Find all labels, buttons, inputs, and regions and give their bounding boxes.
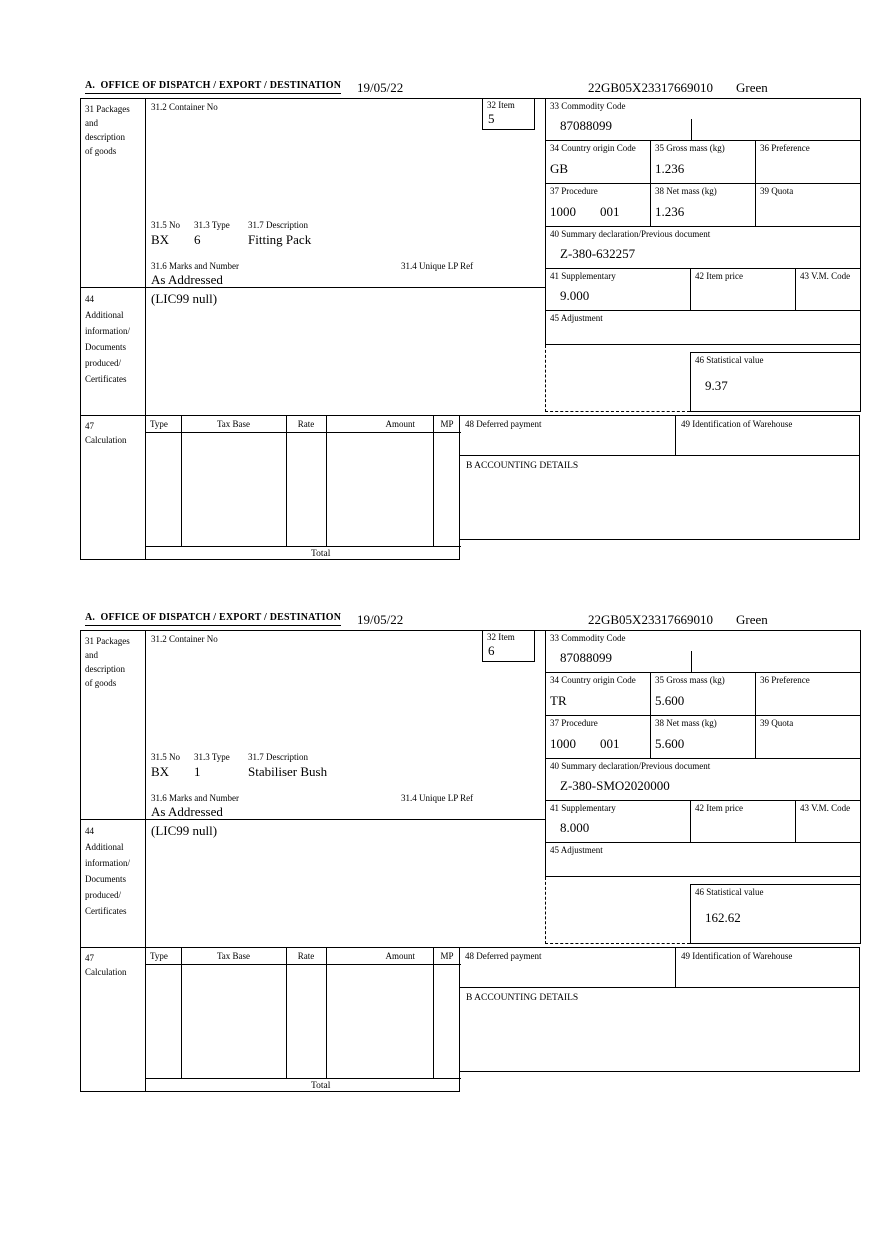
table-column-divider <box>433 948 434 1078</box>
box-31-6-marks-label: 31.6 Marks and Number <box>151 793 239 803</box>
goods-description-value: Stabiliser Bush <box>248 764 328 779</box>
accounting-details-label: B ACCOUNTING DETAILS <box>466 993 579 1003</box>
form-right-border <box>860 98 861 412</box>
box-40-summary-declaration <box>545 226 860 268</box>
box-48-label: 48 Deferred payment <box>465 951 542 961</box>
box-44-label-line: Certificates <box>85 374 127 384</box>
box-31-label-line: of goods <box>85 678 117 688</box>
gross-mass-value: 1.236 <box>655 161 685 176</box>
box-44-label-line: Certificates <box>85 906 127 916</box>
column-header-rate: Rate <box>286 948 326 965</box>
item-number-value: 6 <box>488 643 495 658</box>
column-header-mp: MP <box>433 416 461 433</box>
box-42-item-price <box>690 268 795 310</box>
box-31-5-no-label: 31.5 No <box>151 752 180 762</box>
box-31-3-type-label: 31.3 Type <box>194 752 230 762</box>
column-header-mp: MP <box>433 948 461 965</box>
box-36-label: 36 Preference <box>760 143 810 153</box>
commodity-code-value: 87088099 <box>560 118 612 133</box>
box-47-label-line: Calculation <box>85 435 127 445</box>
box-31-7-description-label: 31.7 Description <box>248 752 308 762</box>
box-47-calculation-label <box>80 415 145 560</box>
statistical-value: 162.62 <box>705 910 741 925</box>
box-33-label: 33 Commodity Code <box>550 633 626 643</box>
box-36-preference <box>755 140 860 183</box>
box-41-supplementary <box>545 800 690 842</box>
box-31-label-line: description <box>85 664 125 674</box>
box-37-procedure <box>545 715 650 758</box>
box-40-label: 40 Summary declaration/Previous document <box>550 761 711 771</box>
routing-status: Green <box>736 612 768 627</box>
box-32-item <box>482 98 535 130</box>
box-44-label-line: Documents <box>85 342 126 352</box>
box-31-label-line: and <box>85 118 98 128</box>
package-count-value: 1 <box>194 764 201 779</box>
commodity-code-separator-line <box>691 651 692 673</box>
table-column-divider <box>181 416 182 546</box>
box-32-item-label: 32 Item <box>487 632 515 642</box>
box-38-label: 38 Net mass (kg) <box>655 186 717 196</box>
box-44-label-line: 44 <box>85 826 94 836</box>
box-44-label-line: information/ <box>85 858 130 868</box>
gross-mass-value: 5.600 <box>655 693 685 708</box>
box-49-warehouse-id <box>675 947 860 987</box>
box-44-additional-info-label <box>80 819 145 947</box>
box-31-4-unique-lp-ref-label: 31.4 Unique LP Ref <box>401 793 474 803</box>
box-35-label: 35 Gross mass (kg) <box>655 675 725 685</box>
procedure-value: 1000 <box>550 736 576 751</box>
additional-info-value: (LIC99 null) <box>151 823 218 838</box>
box-47-label-line: 47 <box>85 953 94 963</box>
box-39-label: 39 Quota <box>760 718 794 728</box>
table-column-divider <box>286 948 287 1078</box>
column-header-amount: Amount <box>326 416 433 433</box>
box-48-deferred-payment <box>460 415 675 455</box>
box-45-label: 45 Adjustment <box>550 845 603 855</box>
declaration-item-section <box>80 612 860 1094</box>
box-43-vm-code <box>795 268 860 310</box>
box-31-label-line: description <box>85 132 125 142</box>
table-column-divider <box>286 416 287 546</box>
box-49-label: 49 Identification of Warehouse <box>681 419 793 429</box>
box-39-quota <box>755 715 860 758</box>
box-32-item-label: 32 Item <box>487 100 515 110</box>
marks-value: As Addressed <box>151 272 223 287</box>
marks-value: As Addressed <box>151 804 223 819</box>
box-33-label: 33 Commodity Code <box>550 101 626 111</box>
box-44-label-line: information/ <box>85 326 130 336</box>
box-48-deferred-payment <box>460 947 675 987</box>
package-kind-value: BX <box>151 232 170 247</box>
box-42-item-price <box>690 800 795 842</box>
box-43-label: 43 V.M. Code <box>800 803 851 813</box>
box-34-country-origin <box>545 672 650 715</box>
column-header-amount: Amount <box>326 948 433 965</box>
package-count-value: 6 <box>194 232 201 247</box>
total-label: Total <box>311 549 331 559</box>
box-44-content <box>145 287 545 415</box>
total-label: Total <box>311 1081 331 1091</box>
box-37-label: 37 Procedure <box>550 718 598 728</box>
box-37-procedure <box>545 183 650 226</box>
box-44-content <box>145 819 545 947</box>
box-46-label: 46 Statistical value <box>695 887 764 897</box>
country-origin-value: GB <box>550 161 569 176</box>
box-31-packages-label <box>80 630 145 819</box>
box-43-label: 43 V.M. Code <box>800 271 851 281</box>
box-44-label-line: Documents <box>85 874 126 884</box>
dispatch-date: 19/05/22 <box>357 612 404 627</box>
accounting-details-box <box>460 455 860 540</box>
box-47-label-line: 47 <box>85 421 94 431</box>
box-31-6-marks-label: 31.6 Marks and Number <box>151 261 239 271</box>
box-41-supplementary <box>545 268 690 310</box>
box-41-label: 41 Supplementary <box>550 803 616 813</box>
table-column-divider <box>326 416 327 546</box>
column-header-type: Type <box>146 416 181 433</box>
box-36-label: 36 Preference <box>760 675 810 685</box>
declaration-item-section <box>80 80 860 562</box>
column-header-tax-base: Tax Base <box>181 948 286 965</box>
table-total-row <box>146 1078 461 1093</box>
declaration-reference: 22GB05X23317669010 <box>588 612 713 627</box>
net-mass-value: 5.600 <box>655 736 685 751</box>
box-31-5-no-label: 31.5 No <box>151 220 180 230</box>
commodity-code-separator-line <box>691 119 692 141</box>
box-44-label-line: Additional <box>85 310 124 320</box>
box-43-vm-code <box>795 800 860 842</box>
procedure-code-value: 001 <box>600 736 620 751</box>
box-38-net-mass <box>650 183 755 226</box>
box-41-label: 41 Supplementary <box>550 271 616 281</box>
box-42-label: 42 Item price <box>695 803 743 813</box>
box-46-label: 46 Statistical value <box>695 355 764 365</box>
column-header-rate: Rate <box>286 416 326 433</box>
table-total-row <box>146 546 461 561</box>
table-column-divider <box>326 948 327 1078</box>
supplementary-units-value: 8.000 <box>560 820 590 835</box>
box-44-label-line: produced/ <box>85 890 121 900</box>
box-33-commodity-code <box>545 98 860 140</box>
accounting-details-label: B ACCOUNTING DETAILS <box>466 461 579 471</box>
box-38-label: 38 Net mass (kg) <box>655 718 717 728</box>
box-35-gross-mass <box>650 672 755 715</box>
statistical-value: 9.37 <box>705 378 728 393</box>
box-31-2-container-no-label: 31.2 Container No <box>151 102 218 112</box>
box-34-country-origin <box>545 140 650 183</box>
adjustment-dashed-area <box>545 877 690 944</box>
box-45-adjustment <box>545 842 860 877</box>
box-44-additional-info-label <box>80 287 145 415</box>
box-49-label: 49 Identification of Warehouse <box>681 951 793 961</box>
office-of-dispatch-header: A. OFFICE OF DISPATCH / EXPORT / DESTINATION <box>85 612 341 626</box>
routing-status: Green <box>736 80 768 95</box>
box-48-label: 48 Deferred payment <box>465 419 542 429</box>
box-31-4-unique-lp-ref-label: 31.4 Unique LP Ref <box>401 261 474 271</box>
column-header-type: Type <box>146 948 181 965</box>
box-35-gross-mass <box>650 140 755 183</box>
box-39-label: 39 Quota <box>760 186 794 196</box>
commodity-code-value: 87088099 <box>560 650 612 665</box>
table-column-divider <box>433 416 434 546</box>
supplementary-units-value: 9.000 <box>560 288 590 303</box>
summary-declaration-value: Z-380-632257 <box>560 246 636 261</box>
box-36-preference <box>755 672 860 715</box>
item-number-value: 5 <box>488 111 495 126</box>
box-44-label-line: produced/ <box>85 358 121 368</box>
box-45-label: 45 Adjustment <box>550 313 603 323</box>
box-47-calculation-table <box>145 947 460 1092</box>
accounting-details-box <box>460 987 860 1072</box>
box-34-label: 34 Country origin Code <box>550 675 636 685</box>
box-34-label: 34 Country origin Code <box>550 143 636 153</box>
summary-declaration-value: Z-380-SMO2020000 <box>560 778 670 793</box>
box-32-item <box>482 630 535 662</box>
box-31-3-type-label: 31.3 Type <box>194 220 230 230</box>
box-40-summary-declaration <box>545 758 860 800</box>
box-31-packages-label <box>80 98 145 287</box>
box-47-calculation-label <box>80 947 145 1092</box>
box-46-statistical-value <box>690 352 860 412</box>
declaration-reference: 22GB05X23317669010 <box>588 80 713 95</box>
box-40-label: 40 Summary declaration/Previous document <box>550 229 711 239</box>
adjustment-dashed-area <box>545 345 690 412</box>
box-46-statistical-value <box>690 884 860 944</box>
box-31-label-line: of goods <box>85 146 117 156</box>
box-31-label-line: 31 Packages <box>85 104 130 114</box>
package-kind-value: BX <box>151 764 170 779</box>
box-44-label-line: Additional <box>85 842 124 852</box>
procedure-value: 1000 <box>550 204 576 219</box>
box-35-label: 35 Gross mass (kg) <box>655 143 725 153</box>
column-header-tax-base: Tax Base <box>181 416 286 433</box>
box-33-commodity-code <box>545 630 860 672</box>
dispatch-date: 19/05/22 <box>357 80 404 95</box>
box-37-label: 37 Procedure <box>550 186 598 196</box>
country-origin-value: TR <box>550 693 567 708</box>
box-42-label: 42 Item price <box>695 271 743 281</box>
box-31-7-description-label: 31.7 Description <box>248 220 308 230</box>
box-45-adjustment <box>545 310 860 345</box>
box-44-label-line: 44 <box>85 294 94 304</box>
goods-description-value: Fitting Pack <box>248 232 312 247</box>
procedure-code-value: 001 <box>600 204 620 219</box>
additional-info-value: (LIC99 null) <box>151 291 218 306</box>
net-mass-value: 1.236 <box>655 204 685 219</box>
box-38-net-mass <box>650 715 755 758</box>
box-47-calculation-table <box>145 415 460 560</box>
box-31-label-line: 31 Packages <box>85 636 130 646</box>
office-of-dispatch-header: A. OFFICE OF DISPATCH / EXPORT / DESTINATION <box>85 80 341 94</box>
form-right-border <box>860 630 861 944</box>
box-47-label-line: Calculation <box>85 967 127 977</box>
table-column-divider <box>181 948 182 1078</box>
box-49-warehouse-id <box>675 415 860 455</box>
box-31-2-container-no-label: 31.2 Container No <box>151 634 218 644</box>
box-39-quota <box>755 183 860 226</box>
box-31-label-line: and <box>85 650 98 660</box>
